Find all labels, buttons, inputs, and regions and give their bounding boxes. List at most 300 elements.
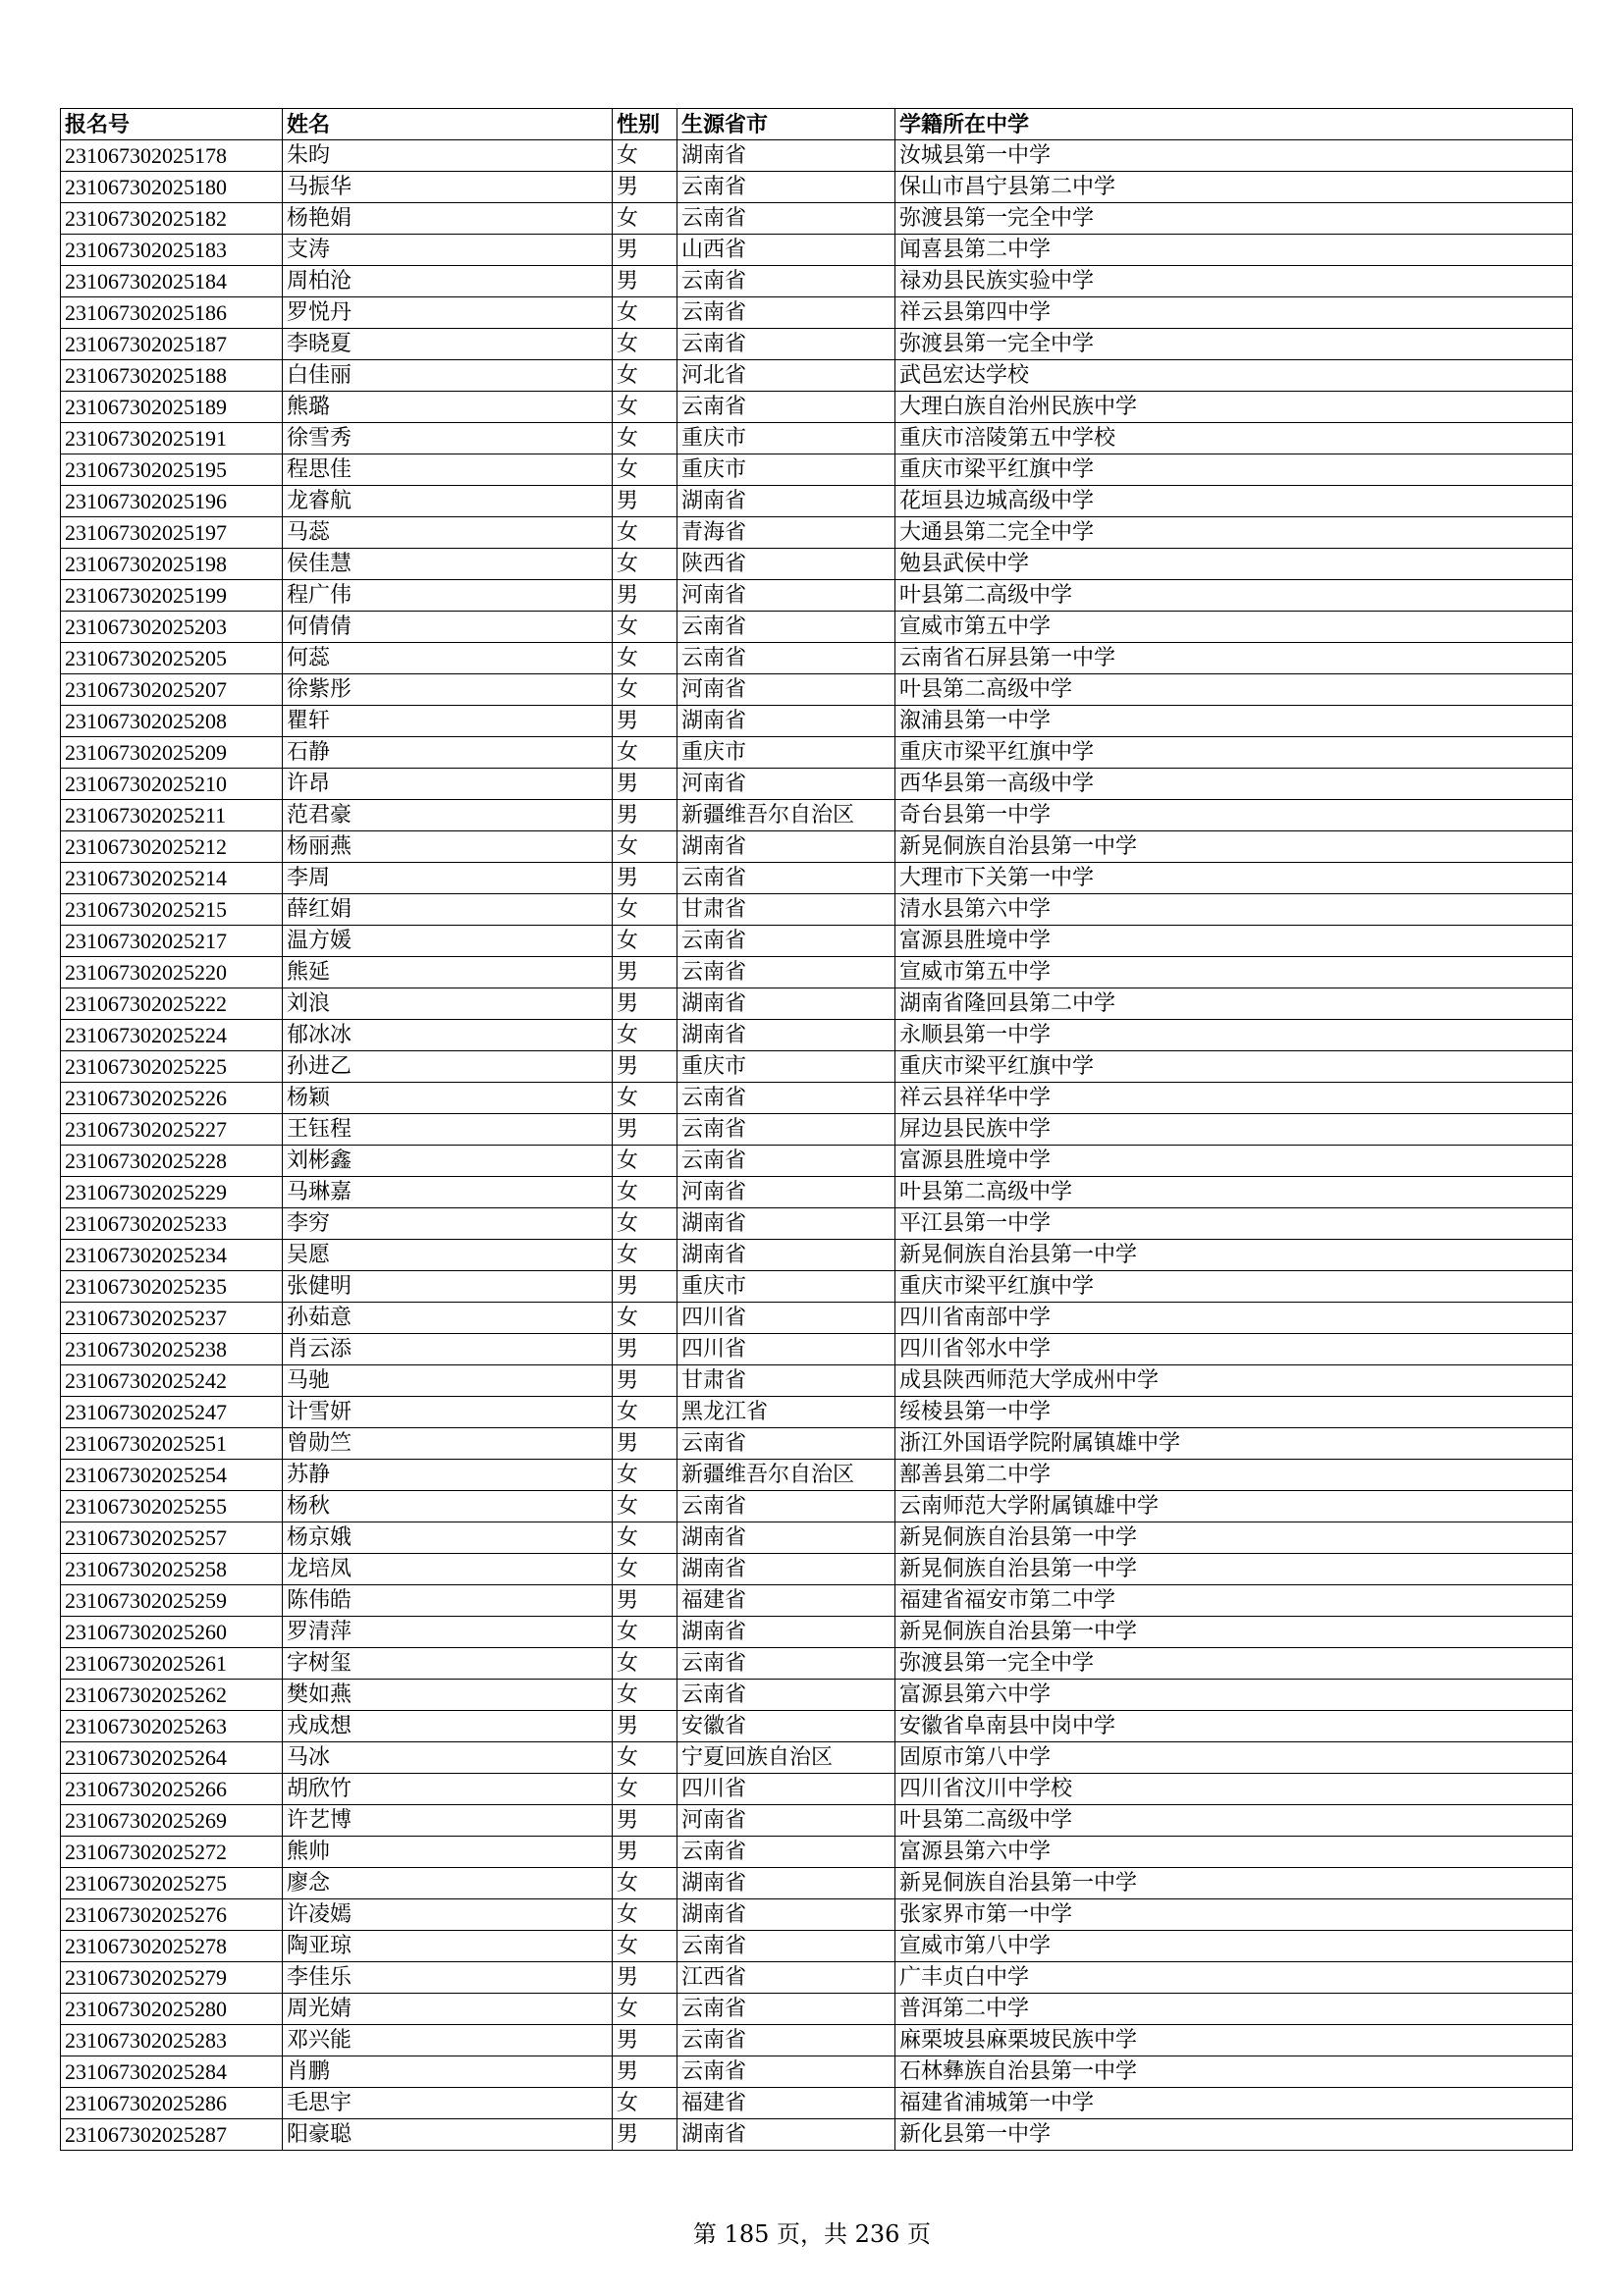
table-header	[61, 109, 1573, 140]
cell-name: 朱昀	[283, 140, 613, 172]
cell-name: 周柏沧	[283, 266, 613, 297]
cell-name: 温方媛	[283, 926, 613, 957]
cell-gender: 女	[613, 1397, 677, 1428]
table-row	[61, 643, 1573, 674]
cell-registration-number: 231067302025214	[61, 863, 283, 894]
cell-province: 云南省	[677, 297, 895, 329]
cell-gender: 男	[613, 1365, 677, 1397]
table-row	[61, 957, 1573, 988]
cell-gender: 女	[613, 1146, 677, 1177]
cell-province: 陕西省	[677, 549, 895, 580]
cell-school: 保山市昌宁县第二中学	[895, 172, 1573, 203]
cell-name: 龙培凤	[283, 1554, 613, 1585]
cell-province: 福建省	[677, 2088, 895, 2119]
cell-province: 四川省	[677, 1334, 895, 1365]
cell-name: 刘彬鑫	[283, 1146, 613, 1177]
cell-registration-number: 231067302025191	[61, 423, 283, 454]
cell-registration-number: 231067302025195	[61, 454, 283, 486]
cell-registration-number: 231067302025254	[61, 1460, 283, 1491]
cell-school: 富源县第六中学	[895, 1680, 1573, 1711]
cell-province: 湖南省	[677, 988, 895, 1020]
cell-school: 富源县胜境中学	[895, 1146, 1573, 1177]
cell-name: 程思佳	[283, 454, 613, 486]
cell-gender: 男	[613, 1114, 677, 1146]
cell-province: 重庆市	[677, 1271, 895, 1303]
cell-gender: 女	[613, 297, 677, 329]
cell-gender: 女	[613, 612, 677, 643]
cell-name: 杨丽燕	[283, 831, 613, 863]
cell-province: 云南省	[677, 612, 895, 643]
cell-name: 计雪妍	[283, 1397, 613, 1428]
cell-registration-number: 231067302025260	[61, 1617, 283, 1648]
cell-name: 樊如燕	[283, 1680, 613, 1711]
cell-registration-number: 231067302025286	[61, 2088, 283, 2119]
cell-school: 叶县第二高级中学	[895, 1805, 1573, 1837]
cell-school: 禄劝县民族实验中学	[895, 266, 1573, 297]
cell-gender: 女	[613, 360, 677, 392]
cell-province: 湖南省	[677, 1554, 895, 1585]
cell-province: 四川省	[677, 1303, 895, 1334]
table-row	[61, 1522, 1573, 1554]
cell-gender: 男	[613, 266, 677, 297]
cell-province: 新疆维吾尔自治区	[677, 800, 895, 831]
table-row	[61, 1208, 1573, 1240]
cell-province: 湖南省	[677, 1899, 895, 1931]
cell-school: 屏边县民族中学	[895, 1114, 1573, 1146]
cell-name: 马琳嘉	[283, 1177, 613, 1208]
cell-registration-number: 231067302025182	[61, 203, 283, 235]
table-row	[61, 1648, 1573, 1680]
cell-school: 平江县第一中学	[895, 1208, 1573, 1240]
table-row	[61, 863, 1573, 894]
cell-school: 新晃侗族自治县第一中学	[895, 1868, 1573, 1899]
cell-school: 叶县第二高级中学	[895, 580, 1573, 612]
table-row	[61, 360, 1573, 392]
table-row	[61, 894, 1573, 926]
cell-gender: 男	[613, 1805, 677, 1837]
cell-gender: 男	[613, 2056, 677, 2088]
cell-name: 杨艳娟	[283, 203, 613, 235]
table-row	[61, 2056, 1573, 2088]
cell-province: 河南省	[677, 580, 895, 612]
cell-school: 重庆市梁平红旗中学	[895, 1271, 1573, 1303]
cell-gender: 男	[613, 1711, 677, 1742]
cell-registration-number: 231067302025283	[61, 2025, 283, 2056]
table-row	[61, 737, 1573, 769]
cell-name: 熊延	[283, 957, 613, 988]
cell-registration-number: 231067302025242	[61, 1365, 283, 1397]
cell-name: 孙进乙	[283, 1051, 613, 1083]
table-row	[61, 1585, 1573, 1617]
cell-name: 杨颖	[283, 1083, 613, 1114]
cell-gender: 女	[613, 1554, 677, 1585]
table-row	[61, 517, 1573, 549]
cell-province: 云南省	[677, 1837, 895, 1868]
cell-name: 李穷	[283, 1208, 613, 1240]
table-row	[61, 1428, 1573, 1460]
table-row	[61, 1868, 1573, 1899]
cell-gender: 女	[613, 1868, 677, 1899]
cell-school: 宣威市第五中学	[895, 957, 1573, 988]
cell-registration-number: 231067302025257	[61, 1522, 283, 1554]
table-row	[61, 612, 1573, 643]
cell-province: 云南省	[677, 1648, 895, 1680]
table-row	[61, 2025, 1573, 2056]
cell-registration-number: 231067302025247	[61, 1397, 283, 1428]
table-row	[61, 1020, 1573, 1051]
cell-school: 花垣县边城高级中学	[895, 486, 1573, 517]
cell-school: 宣威市第五中学	[895, 612, 1573, 643]
cell-province: 安徽省	[677, 1711, 895, 1742]
cell-province: 湖南省	[677, 486, 895, 517]
table-row	[61, 769, 1573, 800]
header-school: 学籍所在中学	[895, 109, 1573, 140]
cell-school: 宣威市第八中学	[895, 1931, 1573, 1962]
cell-province: 湖南省	[677, 1617, 895, 1648]
cell-name: 徐雪秀	[283, 423, 613, 454]
cell-province: 江西省	[677, 1962, 895, 1994]
cell-registration-number: 231067302025209	[61, 737, 283, 769]
cell-registration-number: 231067302025278	[61, 1931, 283, 1962]
cell-registration-number: 231067302025220	[61, 957, 283, 988]
cell-province: 云南省	[677, 957, 895, 988]
cell-gender: 男	[613, 1271, 677, 1303]
cell-registration-number: 231067302025186	[61, 297, 283, 329]
cell-province: 福建省	[677, 1585, 895, 1617]
table-body	[61, 140, 1573, 2151]
cell-registration-number: 231067302025261	[61, 1648, 283, 1680]
cell-name: 侯佳慧	[283, 549, 613, 580]
table-row	[61, 1711, 1573, 1742]
cell-province: 云南省	[677, 1114, 895, 1146]
cell-gender: 女	[613, 454, 677, 486]
cell-registration-number: 231067302025183	[61, 235, 283, 266]
cell-gender: 男	[613, 1585, 677, 1617]
cell-registration-number: 231067302025210	[61, 769, 283, 800]
cell-gender: 女	[613, 894, 677, 926]
cell-registration-number: 231067302025287	[61, 2119, 283, 2151]
cell-province: 宁夏回族自治区	[677, 1742, 895, 1774]
cell-name: 许艺博	[283, 1805, 613, 1837]
cell-gender: 女	[613, 517, 677, 549]
cell-registration-number: 231067302025178	[61, 140, 283, 172]
cell-province: 湖南省	[677, 2119, 895, 2151]
cell-school: 浙江外国语学院附属镇雄中学	[895, 1428, 1573, 1460]
cell-name: 孙茹意	[283, 1303, 613, 1334]
cell-registration-number: 231067302025266	[61, 1774, 283, 1805]
table-row	[61, 1962, 1573, 1994]
cell-province: 黑龙江省	[677, 1397, 895, 1428]
cell-province: 云南省	[677, 926, 895, 957]
cell-province: 云南省	[677, 1680, 895, 1711]
cell-school: 勉县武侯中学	[895, 549, 1573, 580]
cell-province: 云南省	[677, 1146, 895, 1177]
cell-name: 张健明	[283, 1271, 613, 1303]
cell-name: 刘浪	[283, 988, 613, 1020]
table-row	[61, 1742, 1573, 1774]
cell-gender: 男	[613, 486, 677, 517]
header-gender: 性别	[613, 109, 677, 140]
cell-province: 云南省	[677, 643, 895, 674]
cell-school: 祥云县第四中学	[895, 297, 1573, 329]
cell-name: 李晓夏	[283, 329, 613, 360]
cell-registration-number: 231067302025225	[61, 1051, 283, 1083]
cell-school: 叶县第二高级中学	[895, 1177, 1573, 1208]
cell-registration-number: 231067302025226	[61, 1083, 283, 1114]
cell-registration-number: 231067302025196	[61, 486, 283, 517]
table-row	[61, 172, 1573, 203]
cell-gender: 男	[613, 769, 677, 800]
cell-school: 云南省石屏县第一中学	[895, 643, 1573, 674]
cell-registration-number: 231067302025222	[61, 988, 283, 1020]
cell-name: 何倩倩	[283, 612, 613, 643]
cell-gender: 女	[613, 1208, 677, 1240]
cell-registration-number: 231067302025258	[61, 1554, 283, 1585]
table-row	[61, 831, 1573, 863]
cell-registration-number: 231067302025207	[61, 674, 283, 706]
cell-school: 固原市第八中学	[895, 1742, 1573, 1774]
cell-school: 汝城县第一中学	[895, 140, 1573, 172]
cell-registration-number: 231067302025255	[61, 1491, 283, 1522]
table-row	[61, 454, 1573, 486]
cell-name: 罗清萍	[283, 1617, 613, 1648]
table-row	[61, 1837, 1573, 1868]
cell-school: 成县陕西师范大学成州中学	[895, 1365, 1573, 1397]
cell-gender: 男	[613, 1962, 677, 1994]
cell-registration-number: 231067302025198	[61, 549, 283, 580]
table-row	[61, 800, 1573, 831]
table-row	[61, 1051, 1573, 1083]
table-row	[61, 392, 1573, 423]
cell-registration-number: 231067302025199	[61, 580, 283, 612]
cell-registration-number: 231067302025269	[61, 1805, 283, 1837]
cell-province: 云南省	[677, 2056, 895, 2088]
cell-registration-number: 231067302025234	[61, 1240, 283, 1271]
cell-registration-number: 231067302025184	[61, 266, 283, 297]
table-row	[61, 1460, 1573, 1491]
cell-gender: 女	[613, 831, 677, 863]
cell-name: 阳豪聪	[283, 2119, 613, 2151]
table-row	[61, 1083, 1573, 1114]
cell-province: 湖南省	[677, 1522, 895, 1554]
cell-registration-number: 231067302025264	[61, 1742, 283, 1774]
cell-name: 杨秋	[283, 1491, 613, 1522]
cell-school: 武邑宏达学校	[895, 360, 1573, 392]
cell-province: 河南省	[677, 674, 895, 706]
cell-province: 重庆市	[677, 423, 895, 454]
header-registration-number: 报名号	[61, 109, 283, 140]
cell-gender: 女	[613, 392, 677, 423]
cell-school: 安徽省阜南县中岗中学	[895, 1711, 1573, 1742]
cell-registration-number: 231067302025203	[61, 612, 283, 643]
cell-province: 山西省	[677, 235, 895, 266]
cell-school: 叶县第二高级中学	[895, 674, 1573, 706]
cell-name: 瞿轩	[283, 706, 613, 737]
cell-school: 云南师范大学附属镇雄中学	[895, 1491, 1573, 1522]
cell-province: 湖南省	[677, 140, 895, 172]
cell-name: 陈伟皓	[283, 1585, 613, 1617]
cell-province: 河南省	[677, 1177, 895, 1208]
cell-name: 许凌嫣	[283, 1899, 613, 1931]
cell-province: 云南省	[677, 1491, 895, 1522]
cell-registration-number: 231067302025251	[61, 1428, 283, 1460]
cell-gender: 女	[613, 1020, 677, 1051]
cell-name: 字树玺	[283, 1648, 613, 1680]
cell-province: 云南省	[677, 1994, 895, 2025]
cell-province: 青海省	[677, 517, 895, 549]
cell-school: 重庆市梁平红旗中学	[895, 454, 1573, 486]
cell-gender: 男	[613, 800, 677, 831]
cell-province: 云南省	[677, 2025, 895, 2056]
cell-province: 重庆市	[677, 737, 895, 769]
cell-name: 白佳丽	[283, 360, 613, 392]
cell-registration-number: 231067302025262	[61, 1680, 283, 1711]
cell-school: 大理市下关第一中学	[895, 863, 1573, 894]
cell-province: 云南省	[677, 329, 895, 360]
table-row	[61, 235, 1573, 266]
cell-province: 湖南省	[677, 1208, 895, 1240]
cell-gender: 男	[613, 1837, 677, 1868]
table-row	[61, 1271, 1573, 1303]
table-row	[61, 1931, 1573, 1962]
cell-name: 曾勋竺	[283, 1428, 613, 1460]
cell-province: 甘肃省	[677, 894, 895, 926]
table-row	[61, 1491, 1573, 1522]
table-row	[61, 140, 1573, 172]
cell-registration-number: 231067302025208	[61, 706, 283, 737]
cell-province: 湖南省	[677, 1240, 895, 1271]
cell-name: 何蕊	[283, 643, 613, 674]
cell-gender: 女	[613, 549, 677, 580]
cell-school: 重庆市涪陵第五中学校	[895, 423, 1573, 454]
cell-registration-number: 231067302025272	[61, 1837, 283, 1868]
cell-gender: 男	[613, 580, 677, 612]
cell-school: 湖南省隆回县第二中学	[895, 988, 1573, 1020]
cell-name: 肖鹏	[283, 2056, 613, 2088]
cell-gender: 男	[613, 1051, 677, 1083]
cell-school: 新晃侗族自治县第一中学	[895, 1240, 1573, 1271]
cell-registration-number: 231067302025217	[61, 926, 283, 957]
cell-name: 苏静	[283, 1460, 613, 1491]
cell-school: 福建省福安市第二中学	[895, 1585, 1573, 1617]
cell-registration-number: 231067302025279	[61, 1962, 283, 1994]
cell-province: 湖南省	[677, 831, 895, 863]
cell-registration-number: 231067302025188	[61, 360, 283, 392]
table-row	[61, 1114, 1573, 1146]
header-province: 生源省市	[677, 109, 895, 140]
cell-school: 鄯善县第二中学	[895, 1460, 1573, 1491]
cell-gender: 男	[613, 863, 677, 894]
cell-name: 罗悦丹	[283, 297, 613, 329]
table-row	[61, 1680, 1573, 1711]
cell-registration-number: 231067302025187	[61, 329, 283, 360]
cell-gender: 男	[613, 1334, 677, 1365]
table-row	[61, 1994, 1573, 2025]
cell-registration-number: 231067302025229	[61, 1177, 283, 1208]
cell-school: 弥渡县第一完全中学	[895, 1648, 1573, 1680]
cell-name: 肖云添	[283, 1334, 613, 1365]
cell-registration-number: 231067302025238	[61, 1334, 283, 1365]
table-row	[61, 1774, 1573, 1805]
table-row	[61, 2119, 1573, 2151]
table-row	[61, 926, 1573, 957]
cell-registration-number: 231067302025197	[61, 517, 283, 549]
header-name: 姓名	[283, 109, 613, 140]
cell-gender: 女	[613, 1774, 677, 1805]
cell-province: 湖南省	[677, 1020, 895, 1051]
cell-province: 湖南省	[677, 1868, 895, 1899]
cell-gender: 女	[613, 926, 677, 957]
cell-name: 石静	[283, 737, 613, 769]
cell-province: 湖南省	[677, 706, 895, 737]
cell-gender: 女	[613, 1240, 677, 1271]
cell-school: 张家界市第一中学	[895, 1899, 1573, 1931]
table-row	[61, 1303, 1573, 1334]
cell-province: 新疆维吾尔自治区	[677, 1460, 895, 1491]
cell-name: 马振华	[283, 172, 613, 203]
cell-name: 范君豪	[283, 800, 613, 831]
cell-registration-number: 231067302025280	[61, 1994, 283, 2025]
cell-school: 普洱第二中学	[895, 1994, 1573, 2025]
cell-school: 绥棱县第一中学	[895, 1397, 1573, 1428]
cell-name: 许昂	[283, 769, 613, 800]
cell-registration-number: 231067302025180	[61, 172, 283, 203]
cell-registration-number: 231067302025224	[61, 1020, 283, 1051]
cell-name: 马蕊	[283, 517, 613, 549]
cell-registration-number: 231067302025275	[61, 1868, 283, 1899]
cell-registration-number: 231067302025284	[61, 2056, 283, 2088]
cell-school: 大通县第二完全中学	[895, 517, 1573, 549]
table-row	[61, 329, 1573, 360]
table-row	[61, 580, 1573, 612]
cell-name: 陶亚琼	[283, 1931, 613, 1962]
cell-gender: 女	[613, 329, 677, 360]
cell-gender: 女	[613, 1460, 677, 1491]
cell-gender: 女	[613, 1648, 677, 1680]
table-row	[61, 1617, 1573, 1648]
cell-province: 云南省	[677, 1931, 895, 1962]
table-row	[61, 1334, 1573, 1365]
cell-school: 广丰贞白中学	[895, 1962, 1573, 1994]
cell-name: 杨京娥	[283, 1522, 613, 1554]
cell-school: 石林彝族自治县第一中学	[895, 2056, 1573, 2088]
cell-gender: 男	[613, 172, 677, 203]
cell-school: 麻栗坡县麻栗坡民族中学	[895, 2025, 1573, 2056]
cell-gender: 男	[613, 2119, 677, 2151]
cell-name: 熊帅	[283, 1837, 613, 1868]
cell-school: 四川省邻水中学	[895, 1334, 1573, 1365]
cell-registration-number: 231067302025233	[61, 1208, 283, 1240]
cell-gender: 女	[613, 737, 677, 769]
cell-gender: 男	[613, 706, 677, 737]
cell-registration-number: 231067302025189	[61, 392, 283, 423]
cell-gender: 女	[613, 203, 677, 235]
cell-school: 新晃侗族自治县第一中学	[895, 1617, 1573, 1648]
cell-school: 福建省浦城第一中学	[895, 2088, 1573, 2119]
cell-province: 四川省	[677, 1774, 895, 1805]
cell-gender: 男	[613, 2025, 677, 2056]
cell-gender: 女	[613, 1522, 677, 1554]
cell-name: 马驰	[283, 1365, 613, 1397]
cell-gender: 男	[613, 957, 677, 988]
cell-name: 李周	[283, 863, 613, 894]
cell-registration-number: 231067302025276	[61, 1899, 283, 1931]
cell-gender: 女	[613, 1742, 677, 1774]
cell-registration-number: 231067302025215	[61, 894, 283, 926]
table-row	[61, 706, 1573, 737]
cell-name: 吴愿	[283, 1240, 613, 1271]
table-row	[61, 549, 1573, 580]
